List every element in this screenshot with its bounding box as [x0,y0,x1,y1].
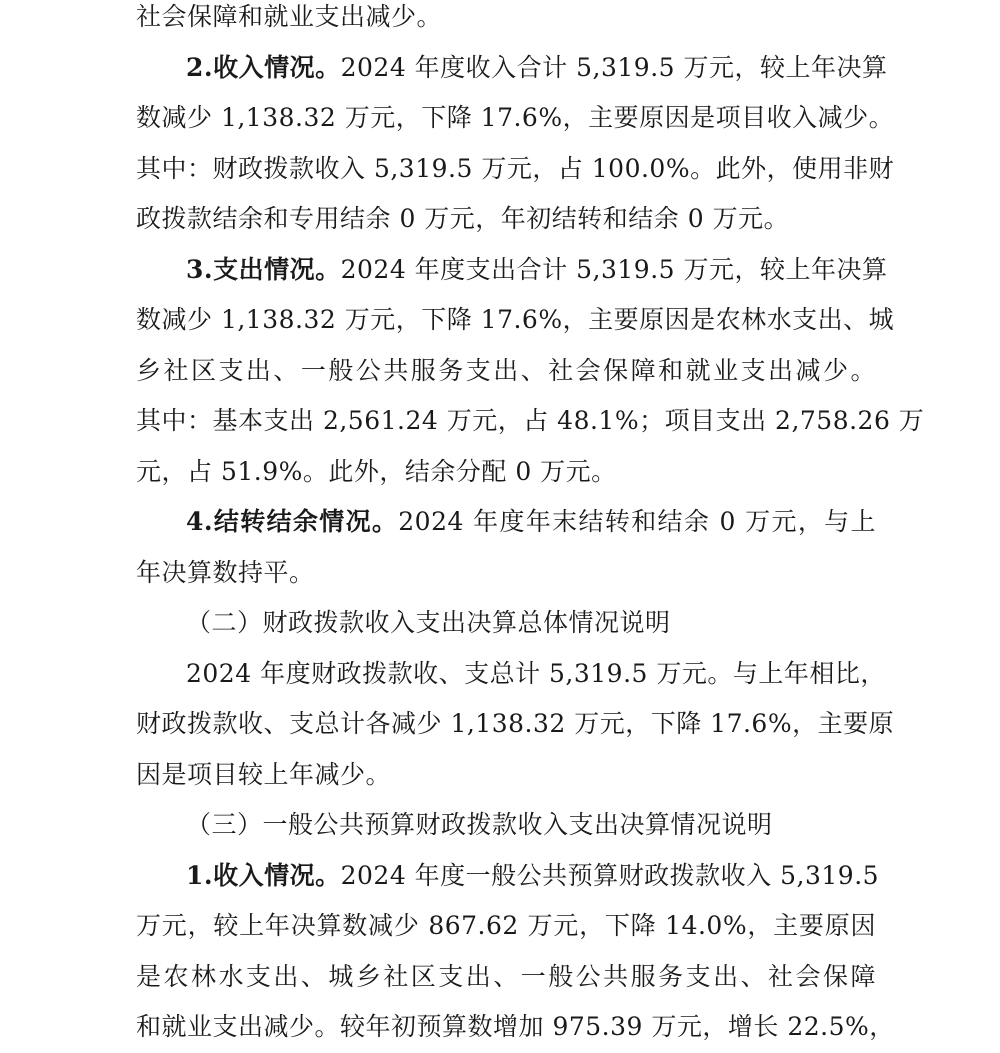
text-line: 其中：财政拨款收入 5,319.5 万元，占 100.0%。此外，使用非财 [136,153,895,183]
section-heading-carryover: 4.结转结余情况。2024 年度年末结转和结余 0 万元，与上 [186,507,876,536]
bold-lead: 4.结转结余情况。 [186,507,399,536]
text-line: 其中：基本支出 2,561.24 万元，占 48.1%；项目支出 2,758.26 万 [136,406,925,435]
text-line: 财政拨款收、支总计各减少 1,138.32 万元，下降 17.6%，主要原 [136,709,895,738]
text-line: 万元，较上年决算数减少 867.62 万元，下降 14.0%，主要原因 [136,911,876,940]
document-page [136,0,925,1053]
text-line: 数减少 1,138.32 万元，下降 17.6%，主要原因是项目收入减少。 [136,103,895,132]
bold-lead: 2.收入情况。 [186,52,341,82]
text-line: 2024 年度财政拨款收、支总计 5,319.5 万元。与上年相比， [186,658,886,688]
text-line: 数减少 1,138.32 万元，下降 17.6%，主要原因是农林水支出、城 [136,305,895,334]
text-line: 社会保障和就业支出减少。 [136,2,443,31]
bold-lead: 3.支出情况。 [186,254,341,284]
bold-lead: 1.收入情况。 [186,860,341,890]
text-line: 政拨款结余和专用结余 0 万元，年初结转和结余 0 万元。 [136,204,790,233]
text-line: 元，占 51.9%。此外，结余分配 0 万元。 [136,456,617,486]
section-heading-gpb-income: 1.收入情况。2024 年度一般公共预算财政拨款收入 5,319.5 [186,860,880,890]
subsection-title-2: （二）财政拨款收入支出决算总体情况说明 [186,608,671,637]
subsection-title-3: （三）一般公共预算财政拨款收入支出决算情况说明 [186,810,773,839]
text-line: 因是项目较上年减少。 [136,759,392,789]
section-heading-income: 2.收入情况。2024 年度收入合计 5,319.5 万元，较上年决算 [186,52,888,82]
text-line: 是农林水支出、城乡社区支出、一般公共服务支出、社会保障 [136,961,876,991]
text-line: 乡社区支出、一般公共服务支出、社会保障和就业支出减少。 [136,355,876,385]
section-heading-expenditure: 3.支出情况。2024 年度支出合计 5,319.5 万元，较上年决算 [186,254,888,284]
text-line: 和就业支出减少。较年初预算数增加 975.39 万元，增长 22.5%， [136,1012,895,1041]
text-line: 年决算数持平。 [136,557,315,587]
